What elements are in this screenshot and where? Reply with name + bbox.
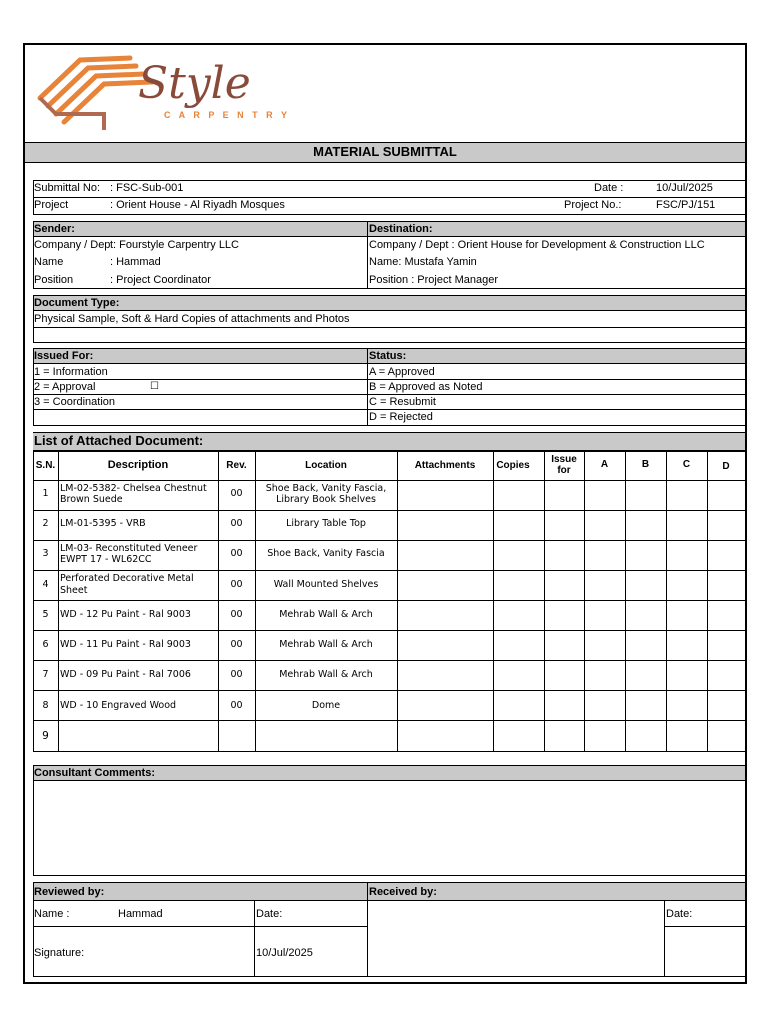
row-desc: WD - 10 Engraved Wood [60, 700, 177, 711]
col-location: Location [305, 460, 347, 471]
status-item: D = Rejected [369, 411, 433, 423]
row-location: Library Book Shelves [276, 494, 376, 505]
project-label: Project [34, 199, 69, 211]
row-desc: WD - 11 Pu Paint - Ral 9003 [60, 639, 191, 650]
row-location: Mehrab Wall & Arch [279, 669, 373, 680]
sender-position-value: : Project Coordinator [110, 274, 211, 286]
project-value: : Orient House - Al Riyadh Mosques [110, 199, 285, 211]
row-rev: 00 [230, 669, 243, 680]
col-issue-for-line2: for [557, 465, 571, 476]
reviewed-by-header: Reviewed by: [34, 886, 105, 898]
company-logo [34, 50, 334, 138]
row-sn: 1 [42, 488, 49, 499]
col-attachments: Attachments [414, 460, 476, 471]
row-rev: 00 [230, 609, 243, 620]
col-sn: S.N. [35, 460, 56, 471]
col-b: B [641, 459, 650, 470]
approval-checkbox[interactable]: ☐ [150, 381, 159, 392]
col-c: C [682, 459, 691, 470]
col-description: Description [107, 459, 169, 471]
reviewer-date-label: Date: [256, 908, 283, 920]
issued-for-item: 2 = Approval [34, 381, 96, 393]
date-label: Date : [594, 182, 624, 194]
row-rev: 00 [230, 639, 243, 650]
reviewer-name-value: Hammad [118, 908, 163, 920]
signature-label: Signature: [34, 947, 85, 959]
row-location: Shoe Back, Vanity Fascia, [265, 483, 387, 494]
row-desc: EWPT 17 - WL62CC [60, 554, 152, 565]
row-location: Mehrab Wall & Arch [279, 609, 373, 620]
sender-header: Sender: [34, 223, 75, 235]
row-sn: 3 [42, 548, 49, 559]
row-sn: 4 [42, 579, 49, 590]
row-desc: LM-02-5382- Chelsea Chestnut [60, 483, 207, 494]
col-copies: Copies [496, 460, 530, 471]
receiver-date-label: Date: [666, 908, 693, 920]
consultant-header: Consultant Comments: [34, 767, 155, 779]
row-desc: Perforated Decorative Metal [60, 573, 194, 584]
status-header: Status: [369, 350, 407, 362]
issued-for-header: Issued For: [34, 350, 94, 362]
row-rev: 00 [230, 518, 243, 529]
row-desc: Sheet [60, 585, 88, 596]
row-sn: 7 [42, 669, 49, 680]
received-by-header: Received by: [369, 886, 437, 898]
row-sn: 6 [42, 639, 49, 650]
document-type-band [33, 295, 745, 311]
form-title: MATERIAL SUBMITTAL [313, 144, 457, 159]
project-no-value: FSC/PJ/151 [656, 199, 716, 211]
destination-position: Position : Project Manager [369, 274, 499, 286]
sender-name-value: : Hammad [110, 256, 161, 268]
destination-name: Name: Mustafa Yamin [369, 256, 477, 268]
status-item: B = Approved as Noted [369, 381, 483, 393]
logo-subtitle: C A R P E N T R Y [164, 110, 291, 120]
row-rev: 00 [230, 700, 243, 711]
consultant-comments-area[interactable] [34, 782, 744, 874]
row-desc: Brown Suede [60, 494, 123, 505]
row-location: Library Table Top [286, 518, 366, 529]
row-location: Wall Mounted Shelves [273, 579, 379, 590]
col-issue-for [544, 454, 584, 476]
destination-header: Destination: [369, 223, 433, 235]
row-desc: LM-01-5395 - VRB [60, 518, 146, 529]
sender-company-value: t: Fourstyle Carpentry LLC [110, 239, 239, 251]
row-location: Dome [311, 700, 341, 711]
row-desc: WD - 12 Pu Paint - Ral 9003 [60, 609, 191, 620]
status-item: A = Approved [369, 366, 435, 378]
row-rev: 00 [230, 488, 243, 499]
document-type-header: Document Type: [34, 297, 120, 309]
logo-word: Style [138, 58, 251, 109]
row-sn: 8 [42, 700, 49, 711]
row-desc: WD - 09 Pu Paint - Ral 7006 [60, 669, 191, 680]
destination-company: Company / Dept : Orient House for Development & Construction LLC [369, 239, 705, 251]
sender-name-label: Name [34, 256, 64, 268]
reviewer-date-value: 10/Jul/2025 [256, 947, 313, 959]
row-sn: 2 [42, 518, 49, 529]
row-rev: 00 [230, 548, 243, 559]
col-rev: Rev. [226, 460, 247, 471]
reviewer-name-label: Name : [34, 908, 70, 920]
submittal-no-value: : FSC-Sub-001 [110, 182, 184, 194]
project-no-label: Project No.: [564, 199, 622, 211]
sender-company-label: Company / Dep [34, 239, 111, 251]
col-d: D [722, 461, 730, 472]
col-a: A [600, 459, 609, 470]
col-issue-for-line1: Issue [551, 454, 577, 465]
list-header: List of Attached Document: [34, 433, 204, 448]
row-sn: 5 [42, 609, 49, 620]
sender-position-label: Position [34, 274, 74, 286]
row-desc: LM-03- Reconstituted Veneer [60, 543, 198, 554]
status-item: C = Resubmit [369, 396, 436, 408]
document-type-value: Physical Sample, Soft & Hard Copies of attachments and Photos [34, 313, 350, 325]
row-rev: 00 [230, 579, 243, 590]
date-value: 10/Jul/2025 [656, 182, 713, 194]
submittal-no-label: Submittal No: [34, 182, 101, 194]
row-location: Shoe Back, Vanity Fascia [267, 548, 385, 559]
row-location: Mehrab Wall & Arch [279, 639, 373, 650]
issued-for-item: 1 = Information [34, 366, 108, 378]
issued-for-item: 3 = Coordination [34, 396, 116, 408]
row-sn: 9 [42, 730, 49, 742]
